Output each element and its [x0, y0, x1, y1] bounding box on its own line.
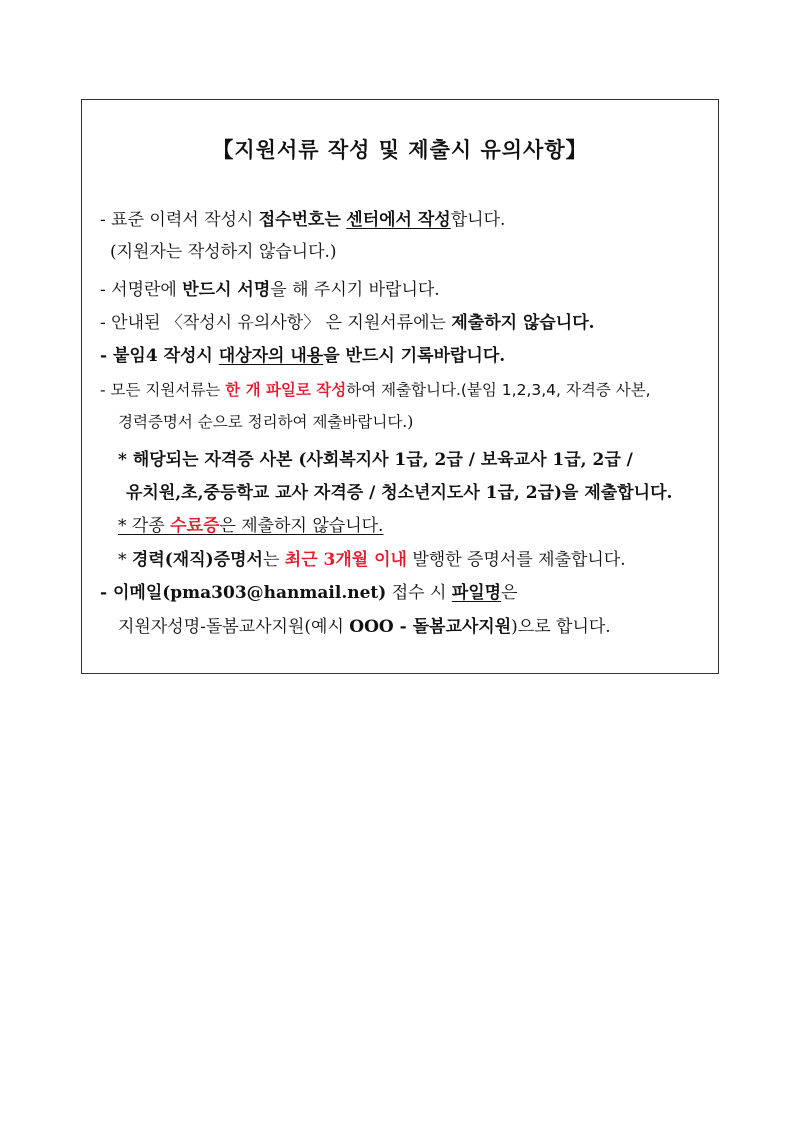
- bold-text: 제출하지 않습니다.: [451, 313, 595, 333]
- red-text: 한 개 파일로 작성: [225, 381, 347, 399]
- text: 지원자성명-돌봄교사지원(예시: [118, 617, 350, 637]
- item-certificates-cont: 유치원,초,중등학교 교사 자격증 / 청소년지도사 1급, 2급)을 제출합니다.: [126, 483, 673, 503]
- text: 을 반드시 기록바랍니다.: [323, 346, 506, 366]
- asterisk: *: [118, 550, 132, 570]
- dash: -: [100, 210, 112, 230]
- red-text: 최근 3개월 이내: [284, 550, 407, 570]
- dash: -: [100, 280, 112, 300]
- text: 서명란에: [111, 280, 183, 300]
- text: 모든 지원서류는: [110, 381, 226, 399]
- text: 붙임4 작성시: [112, 346, 219, 366]
- item-filename-format: [118, 615, 611, 639]
- dash: -: [100, 346, 113, 366]
- text: 을 해 주시기 바랍니다.: [270, 280, 440, 300]
- item-email: [100, 581, 518, 605]
- text: 접수 시: [386, 583, 452, 603]
- item-signature: [100, 278, 440, 302]
- text: 표준 이력서 작성시: [111, 210, 259, 230]
- item-application-number-note: (지원자는 작성하지 않습니다.): [110, 242, 337, 262]
- underlined-text: 센터에서 작성: [346, 210, 451, 230]
- dash: -: [100, 381, 111, 399]
- text: )으로 합니다.: [511, 617, 611, 637]
- item-career-cert: [118, 548, 626, 572]
- item-completion-cert: [118, 514, 383, 538]
- text: 은: [501, 583, 518, 603]
- item-single-file-order: 경력증명서 순으로 정리하여 제출바랍니다.): [118, 413, 414, 431]
- notice-title: 【지원서류 작성 및 제출시 유의사항】: [212, 137, 588, 162]
- text: 은 제출하지 않습니다.: [219, 516, 384, 536]
- text: 해당되는 자격증 사본 (사회복지사 1급, 2급 / 보육교사 1급, 2급 /: [132, 450, 633, 470]
- item-single-file: [100, 378, 651, 402]
- item-attachment4: [100, 344, 505, 368]
- email-text: 이메일(pma303@hanmail.net): [112, 583, 387, 603]
- text: 는: [262, 550, 285, 570]
- red-text: 수료증: [170, 516, 220, 536]
- underlined-text: 대상자의 내용: [218, 346, 324, 366]
- text: 하여 제출합니다.(붙임 1,2,3,4, 자격증 사본,: [346, 381, 651, 399]
- asterisk: *: [118, 450, 133, 470]
- dash: -: [100, 583, 113, 603]
- bold-text: 경력(재직)증명서: [131, 550, 263, 570]
- text: 안내된 〈작성시 유의사항〉 은 지원서류에는: [111, 313, 452, 333]
- item-application-number: [100, 208, 505, 232]
- bold-text: 반드시 서명: [182, 280, 271, 300]
- text: 합니다.: [450, 210, 506, 230]
- asterisk: *: [118, 516, 132, 536]
- text: 각종: [131, 516, 171, 536]
- text: 발행한 증명서를 제출합니다.: [406, 550, 626, 570]
- bold-text: 접수번호는: [258, 210, 341, 230]
- bold-text: OOO - 돌봄교사지원: [349, 617, 512, 637]
- underlined-text: 파일명: [451, 583, 502, 603]
- item-guide-not-submitted: [100, 311, 595, 335]
- dash: -: [100, 313, 112, 333]
- item-certificates: [118, 448, 633, 472]
